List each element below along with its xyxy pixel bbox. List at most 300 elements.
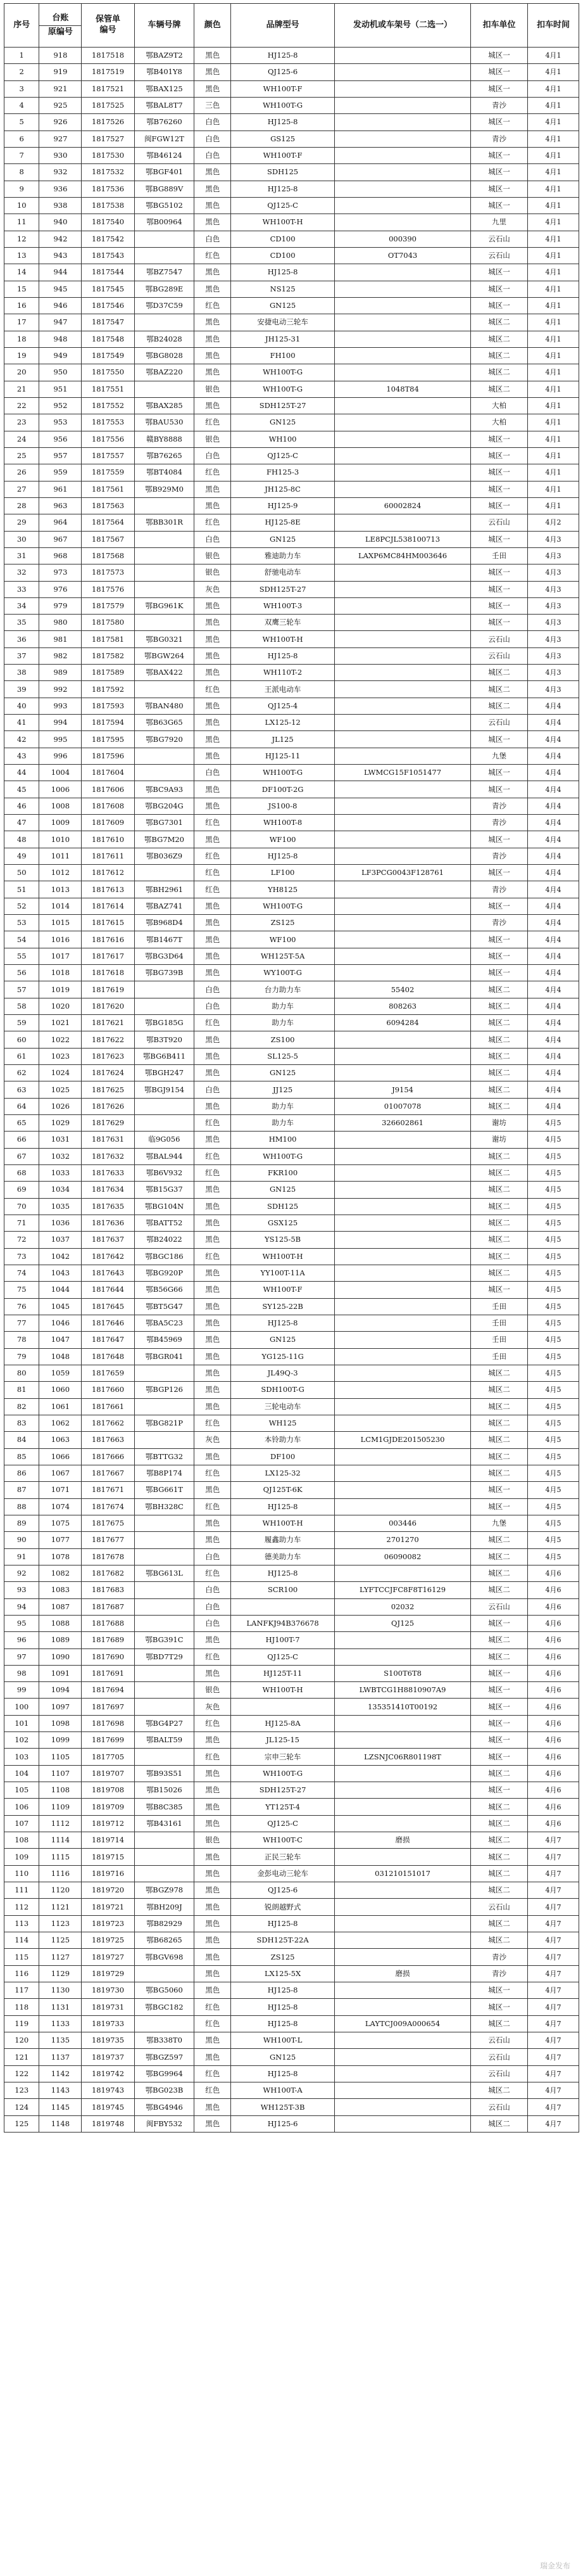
cell-seq: 23 — [4, 414, 39, 431]
cell-unit: 城区一 — [470, 581, 527, 597]
cell-unit: 城区二 — [470, 981, 527, 998]
header-plate: 车辆号牌 — [134, 4, 194, 48]
cell-model: 安捷电动三轮车 — [231, 314, 335, 331]
cell-unit: 云石山 — [470, 715, 527, 731]
cell-engine-frame — [335, 1648, 471, 1665]
table-row — [4, 1098, 579, 1114]
cell-seq: 32 — [4, 564, 39, 581]
cell-keep-no: 1817594 — [82, 715, 134, 731]
cell-unit: 城区一 — [470, 615, 527, 631]
cell-keep-no: 1817616 — [82, 931, 134, 948]
table-row — [4, 665, 579, 681]
cell-keep-no: 1819721 — [82, 1899, 134, 1915]
cell-color: 黑色 — [194, 1765, 231, 1782]
cell-unit: 城区二 — [470, 1265, 527, 1281]
cell-engine-frame — [335, 731, 471, 748]
cell-model: WF100 — [231, 831, 335, 848]
cell-keep-no: 1817618 — [82, 965, 134, 981]
table-row — [4, 431, 579, 447]
cell-unit: 城区一 — [470, 264, 527, 281]
cell-unit: 城区二 — [470, 2015, 527, 2032]
cell-keep-no: 1817667 — [82, 1465, 134, 1481]
cell-seq: 95 — [4, 1615, 39, 1631]
cell-keep-no: 1819707 — [82, 1765, 134, 1782]
cell-plate: 鄂BGR041 — [134, 1348, 194, 1365]
cell-color: 红色 — [194, 1498, 231, 1515]
cell-unit: 城区二 — [470, 1932, 527, 1949]
cell-color: 银色 — [194, 547, 231, 564]
cell-acct-no: 967 — [39, 531, 82, 547]
cell-unit: 云石山 — [470, 1598, 527, 1615]
cell-plate: 鄂B63G65 — [134, 715, 194, 731]
cell-time: 4月5 — [528, 1482, 579, 1498]
cell-model — [231, 1699, 335, 1715]
table-row — [4, 915, 579, 931]
cell-time: 4月1 — [528, 164, 579, 181]
cell-model: LANFKJ94B376678 — [231, 1615, 335, 1631]
cell-engine-frame — [335, 1915, 471, 1932]
cell-engine-frame — [335, 414, 471, 431]
cell-time: 4月6 — [528, 1749, 579, 1765]
cell-keep-no: 1817637 — [82, 1232, 134, 1248]
cell-model: JL125 — [231, 731, 335, 748]
table-row — [4, 1315, 579, 1331]
cell-engine-frame: J9154 — [335, 1081, 471, 1098]
cell-acct-no: 1004 — [39, 765, 82, 781]
cell-keep-no: 1817519 — [82, 64, 134, 80]
cell-model: FH100 — [231, 347, 335, 364]
cell-time: 4月4 — [528, 765, 579, 781]
cell-color: 红色 — [194, 1749, 231, 1765]
cell-engine-frame: QJ125 — [335, 1615, 471, 1631]
cell-plate — [134, 981, 194, 998]
cell-model: HJ125-8 — [231, 1915, 335, 1932]
cell-acct-no: 1097 — [39, 1699, 82, 1715]
header-unit: 扣车单位 — [470, 4, 527, 48]
cell-unit: 城区一 — [470, 1999, 527, 2015]
cell-unit: 城区一 — [470, 1482, 527, 1498]
cell-unit: 城区二 — [470, 1415, 527, 1431]
cell-plate: 鄂BAX285 — [134, 397, 194, 414]
cell-acct-no: 992 — [39, 681, 82, 698]
cell-model: QJ125-C — [231, 1815, 335, 1832]
cell-unit: 城区二 — [470, 2082, 527, 2099]
cell-acct-no: 1130 — [39, 1982, 82, 1999]
cell-plate: 鄂BGF401 — [134, 164, 194, 181]
cell-time: 4月6 — [528, 1665, 579, 1681]
table-row — [4, 2049, 579, 2065]
cell-model: ZS125 — [231, 915, 335, 931]
cell-unit: 城区二 — [470, 1398, 527, 1415]
cell-unit: 青沙 — [470, 881, 527, 898]
table-row — [4, 264, 579, 281]
cell-seq: 67 — [4, 1148, 39, 1164]
cell-color: 黑色 — [194, 1348, 231, 1365]
cell-unit: 大柏 — [470, 397, 527, 414]
cell-color: 红色 — [194, 1248, 231, 1265]
cell-engine-frame — [335, 464, 471, 481]
cell-acct-no: 1047 — [39, 1332, 82, 1348]
cell-seq: 39 — [4, 681, 39, 698]
cell-time: 4月4 — [528, 1015, 579, 1031]
cell-model: SDH125 — [231, 1198, 335, 1215]
cell-plate: 鄂BAZ741 — [134, 898, 194, 914]
cell-keep-no: 1817568 — [82, 547, 134, 564]
table-row — [4, 581, 579, 597]
cell-unit: 城区二 — [470, 1382, 527, 1398]
cell-seq: 69 — [4, 1182, 39, 1198]
cell-plate: 鄂B036Z9 — [134, 848, 194, 864]
table-row — [4, 1882, 579, 1899]
cell-time: 4月7 — [528, 2015, 579, 2032]
cell-seq: 46 — [4, 798, 39, 814]
cell-plate: 鄂BGC182 — [134, 1999, 194, 2015]
cell-seq: 52 — [4, 898, 39, 914]
cell-keep-no: 1817581 — [82, 631, 134, 647]
cell-unit: 云石山 — [470, 2032, 527, 2049]
table-row — [4, 1198, 579, 1215]
cell-acct-no: 1012 — [39, 865, 82, 881]
cell-plate: 鄂BGZ978 — [134, 1882, 194, 1899]
cell-model: WY100T-G — [231, 965, 335, 981]
cell-seq: 74 — [4, 1265, 39, 1281]
cell-seq: 87 — [4, 1482, 39, 1498]
cell-keep-no: 1817697 — [82, 1699, 134, 1715]
cell-seq: 54 — [4, 931, 39, 948]
cell-plate — [134, 1548, 194, 1565]
cell-engine-frame: 031210151017 — [335, 1865, 471, 1882]
table-row — [4, 2099, 579, 2115]
table-row — [4, 998, 579, 1014]
cell-engine-frame — [335, 1498, 471, 1515]
cell-color: 红色 — [194, 1015, 231, 1031]
cell-color: 黑色 — [194, 647, 231, 664]
cell-seq: 105 — [4, 1782, 39, 1799]
table-row — [4, 1415, 579, 1431]
cell-unit: 城区二 — [470, 681, 527, 698]
cell-color: 黑色 — [194, 1982, 231, 1999]
cell-engine-frame — [335, 264, 471, 281]
cell-plate: 鄂BAX422 — [134, 665, 194, 681]
cell-plate — [134, 1665, 194, 1681]
cell-engine-frame: 55402 — [335, 981, 471, 998]
cell-acct-no: 981 — [39, 631, 82, 647]
cell-seq: 104 — [4, 1765, 39, 1782]
cell-seq: 102 — [4, 1732, 39, 1749]
cell-model: SL125-5 — [231, 1048, 335, 1064]
cell-model: QJ125-6 — [231, 64, 335, 80]
cell-keep-no: 1817674 — [82, 1498, 134, 1515]
cell-model: HJ125-8 — [231, 2015, 335, 2032]
cell-color: 黑色 — [194, 1815, 231, 1832]
cell-model: 助力车 — [231, 1098, 335, 1114]
cell-engine-frame — [335, 131, 471, 147]
cell-plate: 鄂BG104N — [134, 1198, 194, 1215]
cell-keep-no: 1817675 — [82, 1515, 134, 1531]
cell-plate — [134, 1098, 194, 1114]
table-row — [4, 1448, 579, 1465]
cell-engine-frame: LF3PCG0043F128761 — [335, 865, 471, 881]
cell-seq: 113 — [4, 1915, 39, 1932]
cell-plate: 鄂B8P174 — [134, 1465, 194, 1481]
cell-plate: 鄂BAN480 — [134, 698, 194, 714]
cell-keep-no: 1817544 — [82, 264, 134, 281]
cell-seq: 38 — [4, 665, 39, 681]
cell-acct-no: 1034 — [39, 1182, 82, 1198]
cell-keep-no: 1819708 — [82, 1782, 134, 1799]
cell-seq: 83 — [4, 1415, 39, 1431]
cell-model: QJ125-C — [231, 197, 335, 214]
cell-unit: 城区二 — [470, 1548, 527, 1565]
cell-acct-no: 1062 — [39, 1415, 82, 1431]
cell-model: YS125-5B — [231, 1232, 335, 1248]
cell-keep-no: 1817540 — [82, 214, 134, 231]
cell-acct-no: 982 — [39, 647, 82, 664]
cell-plate: 鄂B1467T — [134, 931, 194, 948]
table-row — [4, 247, 579, 264]
cell-engine-frame: 06090082 — [335, 1548, 471, 1565]
cell-model: JL49Q-3 — [231, 1365, 335, 1381]
cell-acct-no: 996 — [39, 748, 82, 764]
cell-plate: 鄂BH328C — [134, 1498, 194, 1515]
cell-keep-no: 1819731 — [82, 1999, 134, 2015]
cell-acct-no: 1019 — [39, 981, 82, 998]
cell-keep-no: 1819733 — [82, 2015, 134, 2032]
cell-seq: 43 — [4, 748, 39, 764]
cell-keep-no: 1817621 — [82, 1015, 134, 1031]
cell-keep-no: 1819727 — [82, 1949, 134, 1965]
cell-keep-no: 1817606 — [82, 781, 134, 798]
cell-unit: 九堡 — [470, 1515, 527, 1531]
cell-engine-frame: 808263 — [335, 998, 471, 1014]
cell-acct-no: 951 — [39, 381, 82, 397]
cell-plate: 鄂BG961K — [134, 597, 194, 614]
cell-color: 黑色 — [194, 1632, 231, 1648]
cell-engine-frame — [335, 1448, 471, 1465]
cell-unit: 城区一 — [470, 181, 527, 197]
table-row — [4, 681, 579, 698]
cell-acct-no: 956 — [39, 431, 82, 447]
cell-keep-no: 1817542 — [82, 231, 134, 247]
cell-color: 红色 — [194, 414, 231, 431]
cell-color: 黑色 — [194, 1532, 231, 1548]
cell-model: HJ100T-7 — [231, 1632, 335, 1648]
cell-plate: 闽FGW12T — [134, 131, 194, 147]
cell-time: 4月5 — [528, 1215, 579, 1231]
cell-color: 红色 — [194, 1465, 231, 1481]
cell-acct-no: 1099 — [39, 1732, 82, 1749]
cell-plate: 鄂B6V932 — [134, 1164, 194, 1181]
cell-seq: 10 — [4, 197, 39, 214]
cell-engine-frame: LAYTCJ009A000654 — [335, 2015, 471, 2032]
cell-keep-no: 1817612 — [82, 865, 134, 881]
cell-engine-frame — [335, 1398, 471, 1415]
cell-color: 黑色 — [194, 397, 231, 414]
cell-color: 灰色 — [194, 1432, 231, 1448]
cell-seq: 85 — [4, 1448, 39, 1465]
cell-plate: 鄂BAZ220 — [134, 364, 194, 381]
cell-engine-frame — [335, 1765, 471, 1782]
cell-model: HJ125-8 — [231, 848, 335, 864]
cell-color: 黑色 — [194, 347, 231, 364]
cell-plate: 鄂BAU530 — [134, 414, 194, 431]
cell-color: 黑色 — [194, 197, 231, 214]
cell-seq: 25 — [4, 447, 39, 464]
cell-seq: 58 — [4, 998, 39, 1014]
cell-model: WH100T-G — [231, 898, 335, 914]
table-row — [4, 1482, 579, 1498]
cell-seq: 64 — [4, 1098, 39, 1114]
table-row — [4, 1615, 579, 1631]
header-color: 颜色 — [194, 4, 231, 48]
cell-model: 金彭电动三轮车 — [231, 1865, 335, 1882]
cell-color: 黑色 — [194, 314, 231, 331]
cell-plate: 鄂BG185G — [134, 1015, 194, 1031]
cell-unit: 城区二 — [470, 364, 527, 381]
cell-unit: 云石山 — [470, 631, 527, 647]
table-row — [4, 948, 579, 964]
cell-color: 白色 — [194, 1615, 231, 1631]
table-row — [4, 1832, 579, 1849]
cell-color: 黑色 — [194, 1448, 231, 1465]
cell-plate: 临9G056 — [134, 1132, 194, 1148]
table-row — [4, 147, 579, 163]
cell-time: 4月3 — [528, 564, 579, 581]
cell-time: 4月7 — [528, 1832, 579, 1849]
cell-acct-no: 1044 — [39, 1282, 82, 1298]
cell-unit: 青沙 — [470, 97, 527, 113]
table-row — [4, 531, 579, 547]
cell-engine-frame — [335, 1715, 471, 1731]
cell-seq: 72 — [4, 1232, 39, 1248]
cell-keep-no: 1817620 — [82, 998, 134, 1014]
cell-seq: 22 — [4, 397, 39, 414]
cell-time: 4月5 — [528, 1398, 579, 1415]
cell-acct-no: 1071 — [39, 1482, 82, 1498]
cell-engine-frame — [335, 1815, 471, 1832]
cell-engine-frame — [335, 781, 471, 798]
cell-color: 黑色 — [194, 481, 231, 497]
cell-time: 4月7 — [528, 1932, 579, 1949]
cell-plate: 鄂BGC186 — [134, 1248, 194, 1265]
cell-acct-no: 1078 — [39, 1548, 82, 1565]
cell-keep-no: 1817622 — [82, 1031, 134, 1048]
cell-acct-no: 1022 — [39, 1031, 82, 1048]
cell-engine-frame — [335, 1031, 471, 1048]
cell-keep-no: 1817553 — [82, 414, 134, 431]
cell-seq: 111 — [4, 1882, 39, 1899]
cell-seq: 80 — [4, 1365, 39, 1381]
cell-engine-frame — [335, 447, 471, 464]
cell-keep-no: 1817636 — [82, 1215, 134, 1231]
cell-seq: 33 — [4, 581, 39, 597]
cell-model: DF100T-2G — [231, 781, 335, 798]
cell-color: 黑色 — [194, 214, 231, 231]
cell-engine-frame: 1048T84 — [335, 381, 471, 397]
cell-engine-frame — [335, 1932, 471, 1949]
cell-plate — [134, 1699, 194, 1715]
cell-keep-no: 1817548 — [82, 331, 134, 347]
cell-seq: 14 — [4, 264, 39, 281]
cell-unit: 城区一 — [470, 1715, 527, 1731]
cell-seq: 50 — [4, 865, 39, 881]
cell-keep-no: 1817604 — [82, 765, 134, 781]
table-row — [4, 1248, 579, 1265]
cell-plate: 鄂BG920P — [134, 1265, 194, 1281]
table-row — [4, 2065, 579, 2082]
cell-keep-no: 1819714 — [82, 1832, 134, 1849]
cell-time: 4月4 — [528, 1031, 579, 1048]
cell-keep-no: 1817608 — [82, 798, 134, 814]
cell-model: WH100T-G — [231, 381, 335, 397]
table-row — [4, 1164, 579, 1181]
cell-keep-no: 1817614 — [82, 898, 134, 914]
cell-plate — [134, 497, 194, 514]
cell-plate: 鄂B00964 — [134, 214, 194, 231]
cell-keep-no: 1817549 — [82, 347, 134, 364]
cell-seq: 123 — [4, 2082, 39, 2099]
cell-color: 黑色 — [194, 1048, 231, 1064]
cell-keep-no: 1819723 — [82, 1915, 134, 1932]
cell-time: 4月4 — [528, 698, 579, 714]
cell-unit: 九里 — [470, 214, 527, 231]
cell-color: 银色 — [194, 1682, 231, 1699]
cell-color: 黑色 — [194, 931, 231, 948]
table-row — [4, 347, 579, 364]
cell-seq: 94 — [4, 1598, 39, 1615]
cell-keep-no: 1817609 — [82, 815, 134, 831]
cell-engine-frame: LCM1GJDE201505230 — [335, 1432, 471, 1448]
table-row — [4, 1799, 579, 1815]
cell-acct-no: 1059 — [39, 1365, 82, 1381]
cell-time: 4月3 — [528, 647, 579, 664]
table-row — [4, 281, 579, 297]
cell-keep-no: 1817573 — [82, 564, 134, 581]
cell-keep-no: 1817596 — [82, 748, 134, 764]
cell-time: 4月4 — [528, 798, 579, 814]
cell-model: HJ125-8 — [231, 1498, 335, 1515]
cell-seq: 2 — [4, 64, 39, 80]
table-row — [4, 381, 579, 397]
cell-color: 银色 — [194, 1832, 231, 1849]
cell-color: 黑色 — [194, 1065, 231, 1081]
cell-model: WF100 — [231, 931, 335, 948]
cell-engine-frame — [335, 97, 471, 113]
cell-acct-no: 1032 — [39, 1148, 82, 1164]
cell-acct-no: 1131 — [39, 1999, 82, 2015]
cell-time: 4月4 — [528, 781, 579, 798]
cell-acct-no: 921 — [39, 80, 82, 97]
cell-time: 4月4 — [528, 1098, 579, 1114]
cell-plate: 鄂BG739B — [134, 965, 194, 981]
cell-seq: 81 — [4, 1382, 39, 1398]
cell-engine-frame — [335, 748, 471, 764]
cell-engine-frame: 000390 — [335, 231, 471, 247]
cell-time: 4月1 — [528, 481, 579, 497]
cell-engine-frame: 60002824 — [335, 497, 471, 514]
table-row — [4, 1532, 579, 1548]
cell-keep-no: 1817589 — [82, 665, 134, 681]
cell-plate: 鄂BAX125 — [134, 80, 194, 97]
cell-color: 黑色 — [194, 1482, 231, 1498]
cell-acct-no: 952 — [39, 397, 82, 414]
cell-engine-frame — [335, 314, 471, 331]
table-row — [4, 1232, 579, 1248]
cell-seq: 84 — [4, 1432, 39, 1448]
cell-unit: 城区一 — [470, 164, 527, 181]
cell-engine-frame — [335, 1899, 471, 1915]
cell-color: 黑色 — [194, 80, 231, 97]
